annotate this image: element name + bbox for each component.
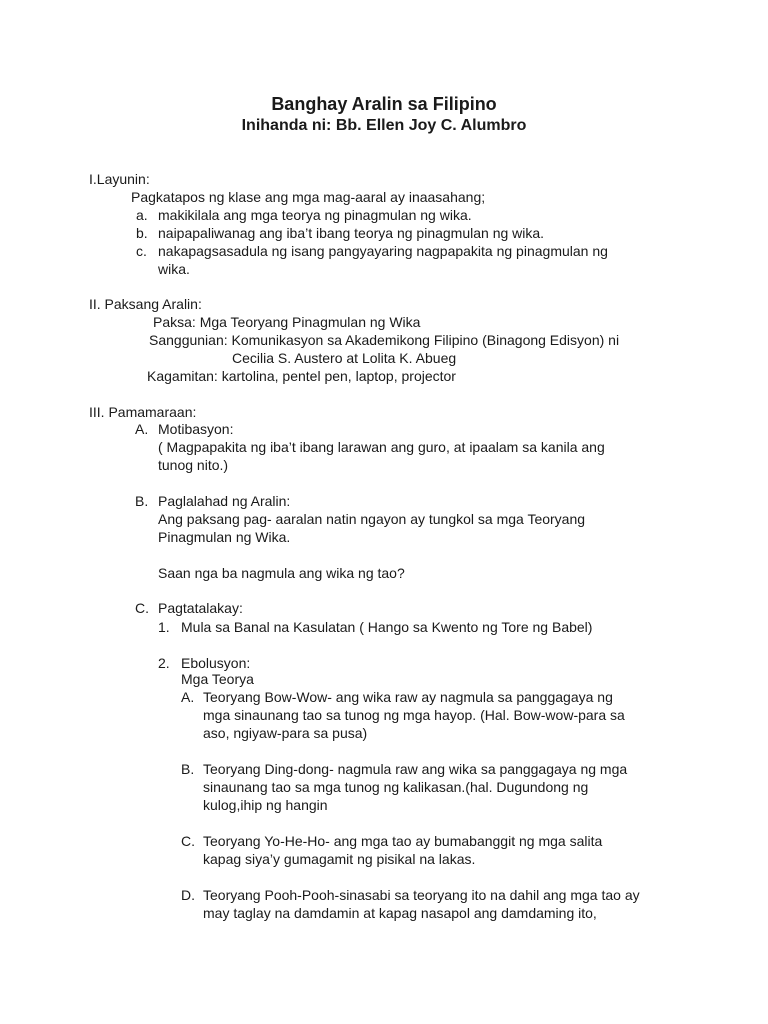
- sanggunian-continuation: Cecilia S. Austero at Lolita K. Abueg: [232, 350, 457, 366]
- list-marker: a.: [136, 207, 148, 223]
- teorya-item: Teoryang Pooh-Pooh-sinasabi sa teoryang ito na dahil ang mga tao ay: [203, 887, 640, 903]
- teorya-item-continuation: kapag siya’y gumagamit ng pisikal na lakas.: [203, 851, 476, 867]
- list-marker: B.: [181, 761, 195, 777]
- teorya-item-continuation: aso, ngiyaw-para sa pusa): [203, 725, 368, 741]
- list-marker: 1.: [158, 619, 170, 635]
- list-marker: C.: [135, 600, 149, 616]
- list-marker: B.: [135, 493, 149, 509]
- teorya-item: Teoryang Ding-dong- nagmula raw ang wika sa panggagaya ng mga: [203, 761, 628, 777]
- layunin-intro: Pagkatapos ng klase ang mga mag-aaral ay inaasahang;: [131, 189, 486, 205]
- list-marker: b.: [136, 225, 148, 241]
- list-marker: A.: [181, 689, 195, 705]
- section-heading-paksang-aralin: II. Paksang Aralin:: [89, 296, 202, 312]
- list-item: nakapagsasadula ng isang pangyayaring nagpapakita ng pinagmulan ng: [158, 243, 608, 259]
- paglalahad-title: Paglalahad ng Aralin:: [158, 493, 291, 509]
- section-heading-layunin: I.Layunin:: [89, 171, 150, 187]
- mga-teorya-label: Mga Teorya: [181, 671, 254, 687]
- kagamitan-line: Kagamitan: kartolina, pentel pen, laptop, projector: [147, 368, 456, 384]
- document-title: Banghay Aralin sa Filipino: [271, 94, 497, 114]
- section-heading-pamamaraan: III. Pamamaraan:: [89, 404, 197, 420]
- list-marker: A.: [135, 421, 149, 437]
- teorya-item-continuation: mga sinaunang tao sa tunog ng mga hayop. (Hal. Bow-wow-para sa: [203, 707, 625, 723]
- teorya-item: Teoryang Bow-Wow- ang wika raw ay nagmula sa panggagaya ng: [203, 689, 613, 705]
- sanggunian-line: Sanggunian: Komunikasyon sa Akademikong Filipino (Binagong Edisyon) ni: [149, 332, 620, 348]
- paglalahad-question: Saan nga ba nagmula ang wika ng tao?: [158, 565, 405, 581]
- teorya-item-continuation: sinaunang tao sa mga tunog ng kalikasan.(hal. Dugundong ng: [203, 779, 589, 795]
- teorya-item: Teoryang Yo-He-Ho- ang mga tao ay bumabanggit ng mga salita: [203, 833, 603, 849]
- teorya-item-continuation: may taglay na damdamin at kapag nasapol ang damdaming ito,: [203, 905, 597, 921]
- list-marker: D.: [181, 887, 195, 903]
- list-item: Ebolusyon:: [181, 655, 251, 671]
- list-item-continuation: wika.: [158, 261, 190, 277]
- teorya-item-continuation: kulog,ihip ng hangin: [203, 797, 328, 813]
- list-marker: C.: [181, 833, 195, 849]
- motibasyon-title: Motibasyon:: [158, 421, 234, 437]
- list-item: Mula sa Banal na Kasulatan ( Hango sa Kwento ng Tore ng Babel): [181, 619, 593, 635]
- list-item: naipapaliwanag ang iba’t ibang teorya ng pinagmulan ng wika.: [158, 225, 545, 241]
- list-item: makikilala ang mga teorya ng pinagmulan ng wika.: [158, 207, 472, 223]
- paglalahad-text: Ang paksang pag- aaralan natin ngayon ay tungkol sa mga Teoryang: [158, 511, 586, 527]
- paglalahad-text-continuation: Pinagmulan ng Wika.: [158, 529, 291, 545]
- paksa-line: Paksa: Mga Teoryang Pinagmulan ng Wika: [153, 314, 421, 330]
- list-marker: 2.: [158, 655, 170, 671]
- list-marker: c.: [136, 243, 147, 259]
- pagtatalakay-title: Pagtatalakay:: [158, 600, 243, 616]
- motibasyon-text-continuation: tunog nito.): [158, 457, 229, 473]
- document-author: Inihanda ni: Bb. Ellen Joy C. Alumbro: [241, 117, 527, 134]
- motibasyon-text: ( Magpapakita ng iba’t ibang larawan ang guro, at ipaalam sa kanila ang: [158, 439, 605, 455]
